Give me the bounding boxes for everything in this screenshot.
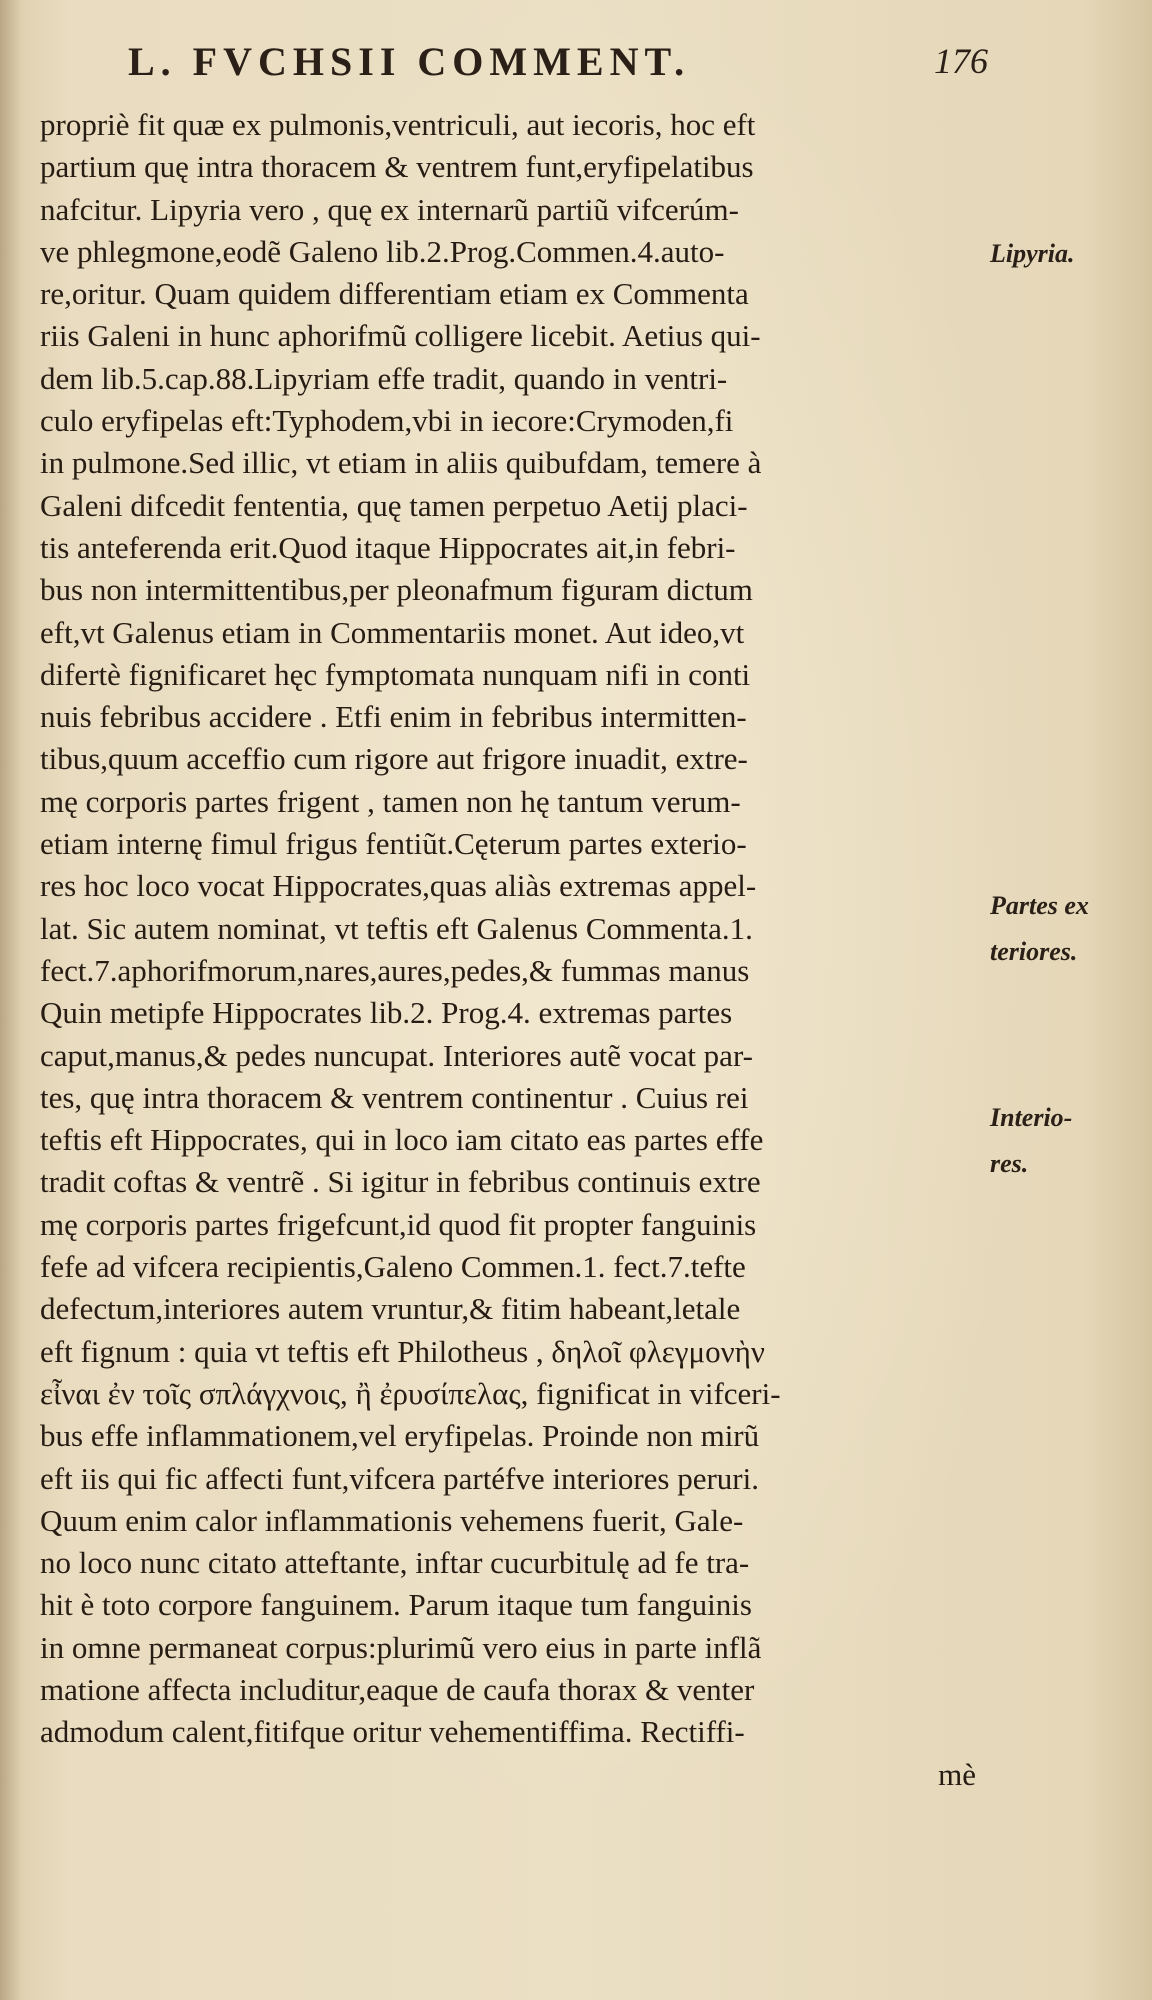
text-line: teftis eft Hippocrates, qui in loco iam citato eas partes effe bbox=[40, 1122, 764, 1158]
text-line: no loco nunc citato atteftante, inftar cucurbitulę ad fe tra- bbox=[40, 1545, 750, 1581]
text-line: tradit coftas & ventrẽ . Si igitur in febribus continuis extre bbox=[40, 1164, 761, 1200]
text-line: eft iis qui fic affecti funt,vifcera partéfve interiores peruri. bbox=[40, 1460, 759, 1496]
marginal-note-partes-exteriores: Partes ex bbox=[990, 891, 1089, 920]
text-line: tes, quę intra thoracem & ventrem continentur . Cuius rei bbox=[40, 1079, 749, 1115]
text-line: bus non intermittentibus,per pleonafmum figuram dictum bbox=[40, 572, 753, 608]
text-line: riis Galeni in hunc aphorifmũ colligere licebit. Aetius qui- bbox=[40, 318, 761, 354]
text-line: partium quę intra thoracem & ventrem funt,eryfipelatibus bbox=[40, 149, 754, 185]
marginal-note-lipyria: Lipyria. bbox=[990, 239, 1075, 268]
text-line: in omne permaneat corpus:plurimũ vero eius in parte inflã bbox=[40, 1629, 762, 1665]
text-line: nuis febribus accidere . Etfi enim in febribus intermitten- bbox=[40, 699, 747, 735]
text-line: culo eryfipelas eft:Typhodem,vbi in iecore:Crymoden,fi bbox=[40, 403, 734, 439]
text-line: mę corporis partes frigent , tamen non hę tantum verum- bbox=[40, 783, 741, 819]
marginal-note-interiores-cont: res. bbox=[990, 1149, 1029, 1178]
text-line: etiam internę fimul frigus fentiũt.Cęterum partes exterio- bbox=[40, 826, 747, 862]
text-line: εἶναι ἐν τοῖς σπλάγχνοις, ἢ ἐρυσίπελας, fignificat in vifceri- bbox=[40, 1375, 781, 1411]
marginal-note-interiores: Interio- bbox=[990, 1103, 1073, 1132]
text-line: caput,manus,& pedes nuncupat. Interiores autẽ vocat par- bbox=[40, 1037, 753, 1073]
text-line: bus effe inflammationem,vel eryfipelas. Proinde non mirũ bbox=[40, 1418, 760, 1454]
text-line: tis anteferenda erit.Quod itaque Hippocrates ait,in febri- bbox=[40, 529, 736, 565]
text-line: admodum calent,fitifque oritur vehementiffima. Rectiffi- bbox=[40, 1714, 745, 1750]
text-line: fect.7.aphorifmorum,nares,aures,pedes,& fummas manus bbox=[40, 952, 750, 988]
text-line: hit è toto corpore fanguinem. Parum itaque tum fanguinis bbox=[40, 1587, 752, 1623]
text-line: mę corporis partes frigefcunt,id quod fit propter fanguinis bbox=[40, 1206, 757, 1242]
text-line: res hoc loco vocat Hippocrates,quas aliàs extremas appel- bbox=[40, 868, 757, 904]
text-line: dem lib.5.cap.88.Lipyriam effe tradit, quando in ventri- bbox=[40, 360, 728, 396]
text-line: eft fignum : quia vt teftis eft Philotheus , δηλοῖ φλεγμονὴν bbox=[40, 1333, 765, 1369]
text-line: lat. Sic autem nominat, vt teftis eft Galenus Commenta.1. bbox=[40, 910, 753, 946]
text-line: defectum,interiores autem vruntur,& fitim habeant,letale bbox=[40, 1291, 741, 1327]
text-line: nafcitur. Lipyria vero , quę ex internarũ partiũ vifcerúm- bbox=[40, 191, 739, 227]
marginal-note-partes-exteriores-cont: teriores. bbox=[990, 937, 1078, 966]
text-line: Galeni difcedit fententia, quę tamen perpetuo Aetij placi- bbox=[40, 487, 748, 523]
text-line: fefe ad vifcera recipientis,Galeno Commen.1. fect.7.tefte bbox=[40, 1249, 746, 1285]
running-head bbox=[128, 38, 988, 90]
main-text-block bbox=[40, 104, 980, 1796]
text-line: Quin metipfe Hippocrates lib.2. Prog.4. extremas partes bbox=[40, 995, 733, 1031]
gutter-shadow bbox=[0, 0, 22, 2000]
text-line: tibus,quum acceffio cum rigore aut frigore inuadit, extre- bbox=[40, 741, 748, 777]
page-number: 176 bbox=[934, 41, 988, 81]
text-line: matione affecta includitur,eaque de caufa thorax & venter bbox=[40, 1671, 755, 1707]
text-line: re,oritur. Quam quidem differentiam etiam ex Commenta bbox=[40, 276, 749, 312]
running-head-title: L. FVCHSII COMMENT. bbox=[128, 39, 691, 84]
text-line: Quum enim calor inflammationis vehemens fuerit, Gale- bbox=[40, 1502, 744, 1538]
text-line: ve phlegmone,eodẽ Galeno lib.2.Prog.Commen.4.auto- bbox=[40, 233, 725, 269]
text-line: difertè fignificaret hęc fymptomata nunquam nifi in conti bbox=[40, 656, 751, 692]
text-line: propriè fit quæ ex pulmonis,ventriculi, aut iecoris, hoc eft bbox=[40, 107, 756, 142]
text-line: in pulmone.Sed illic, vt etiam in aliis quibufdam, temere à bbox=[40, 445, 762, 481]
text-line: eft,vt Galenus etiam in Commentariis monet. Aut ideo,vt bbox=[40, 614, 745, 650]
catchword: mè bbox=[938, 1756, 976, 1792]
